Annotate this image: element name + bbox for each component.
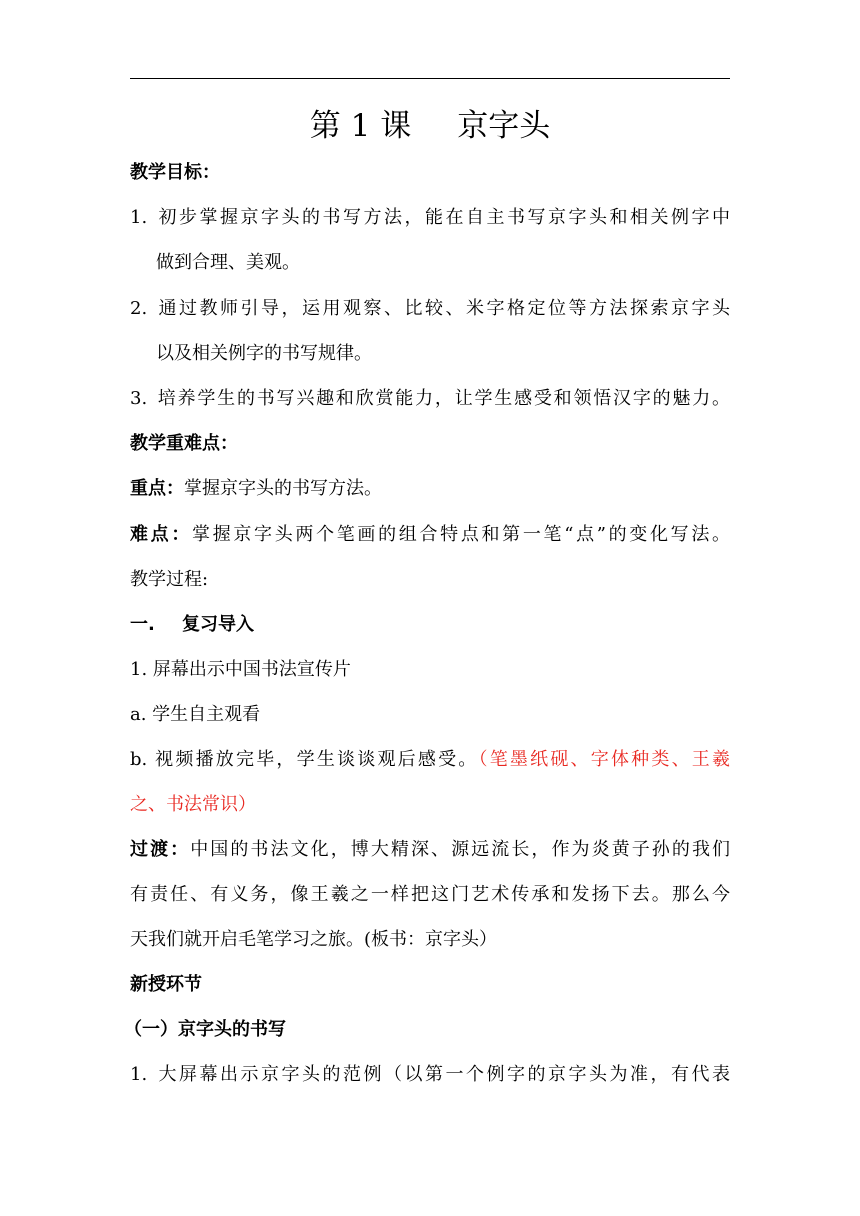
step-b-line-1: b. 视频播放完毕，学生谈谈观后感受。（笔墨纸砚、字体种类、王羲 xyxy=(130,749,730,770)
step-a: a. 学生自主观看 xyxy=(130,704,261,725)
header-rule xyxy=(130,78,730,79)
difficulty-label: 难点： xyxy=(130,524,193,545)
key-points-heading: 教学重难点： xyxy=(130,433,238,454)
difficulty-line xyxy=(130,520,730,550)
transition-line-1: 过渡：中国的书法文化，博大精深、源远流长，作为炎黄子孙的我们 xyxy=(130,839,731,860)
objective-2-line-2: 以及相关例字的书写规律。 xyxy=(156,343,372,364)
step-1: 1. 屏幕出示中国书法宣传片 xyxy=(130,659,351,680)
lesson-number: 第 1 课 xyxy=(309,108,412,144)
transition-line-2: 有责任、有义务，像王羲之一样把这门艺术传承和发扬下去。那么今 xyxy=(130,884,730,905)
focus-text: 掌握京字头的书写方法。 xyxy=(184,478,382,499)
focus-label: 重点： xyxy=(130,478,184,499)
lesson-name: 京字头 xyxy=(457,108,551,144)
difficulty-text: 掌握京字头两个笔画的组合特点和第一笔“点”的变化写法。 xyxy=(192,524,730,545)
objective-3-line-1: 3. 培养学生的书写兴趣和欣赏能力，让学生感受和领悟汉字的魅力。 xyxy=(130,388,730,409)
focus-line xyxy=(130,474,730,504)
new-section-heading: 新授环节 xyxy=(130,974,202,995)
subsection-1-step-1: 1. 大屏幕出示京字头的范例（以第一个例字的京字头为准，有代表 xyxy=(130,1064,730,1085)
transition-label: 过渡： xyxy=(130,839,191,860)
objective-1-line-2: 做到合理、美观。 xyxy=(156,252,300,273)
lesson-title xyxy=(130,104,730,148)
step-b-line-2: 之、书法常识） xyxy=(130,794,256,815)
objective-2-line-1: 2. 通过教师引导，运用观察、比较、米字格定位等方法探索京字头 xyxy=(130,298,730,319)
objectives-heading: 教学目标： xyxy=(130,162,220,183)
transition-line-3: 天我们就开启毛笔学习之旅。(板书：京字头） xyxy=(130,929,498,950)
section-1-heading: 一. 复习导入 xyxy=(130,614,254,635)
subsection-1-heading: （一）京字头的书写 xyxy=(124,1019,286,1040)
document-page xyxy=(124,0,731,1216)
objective-1-line-1: 1. 初步掌握京字头的书写方法，能在自主书写京字头和相关例字中 xyxy=(130,207,730,228)
step-b-red-note: （笔墨纸砚、字体种类、王羲 xyxy=(478,749,730,770)
process-heading: 教学过程: xyxy=(130,569,209,590)
